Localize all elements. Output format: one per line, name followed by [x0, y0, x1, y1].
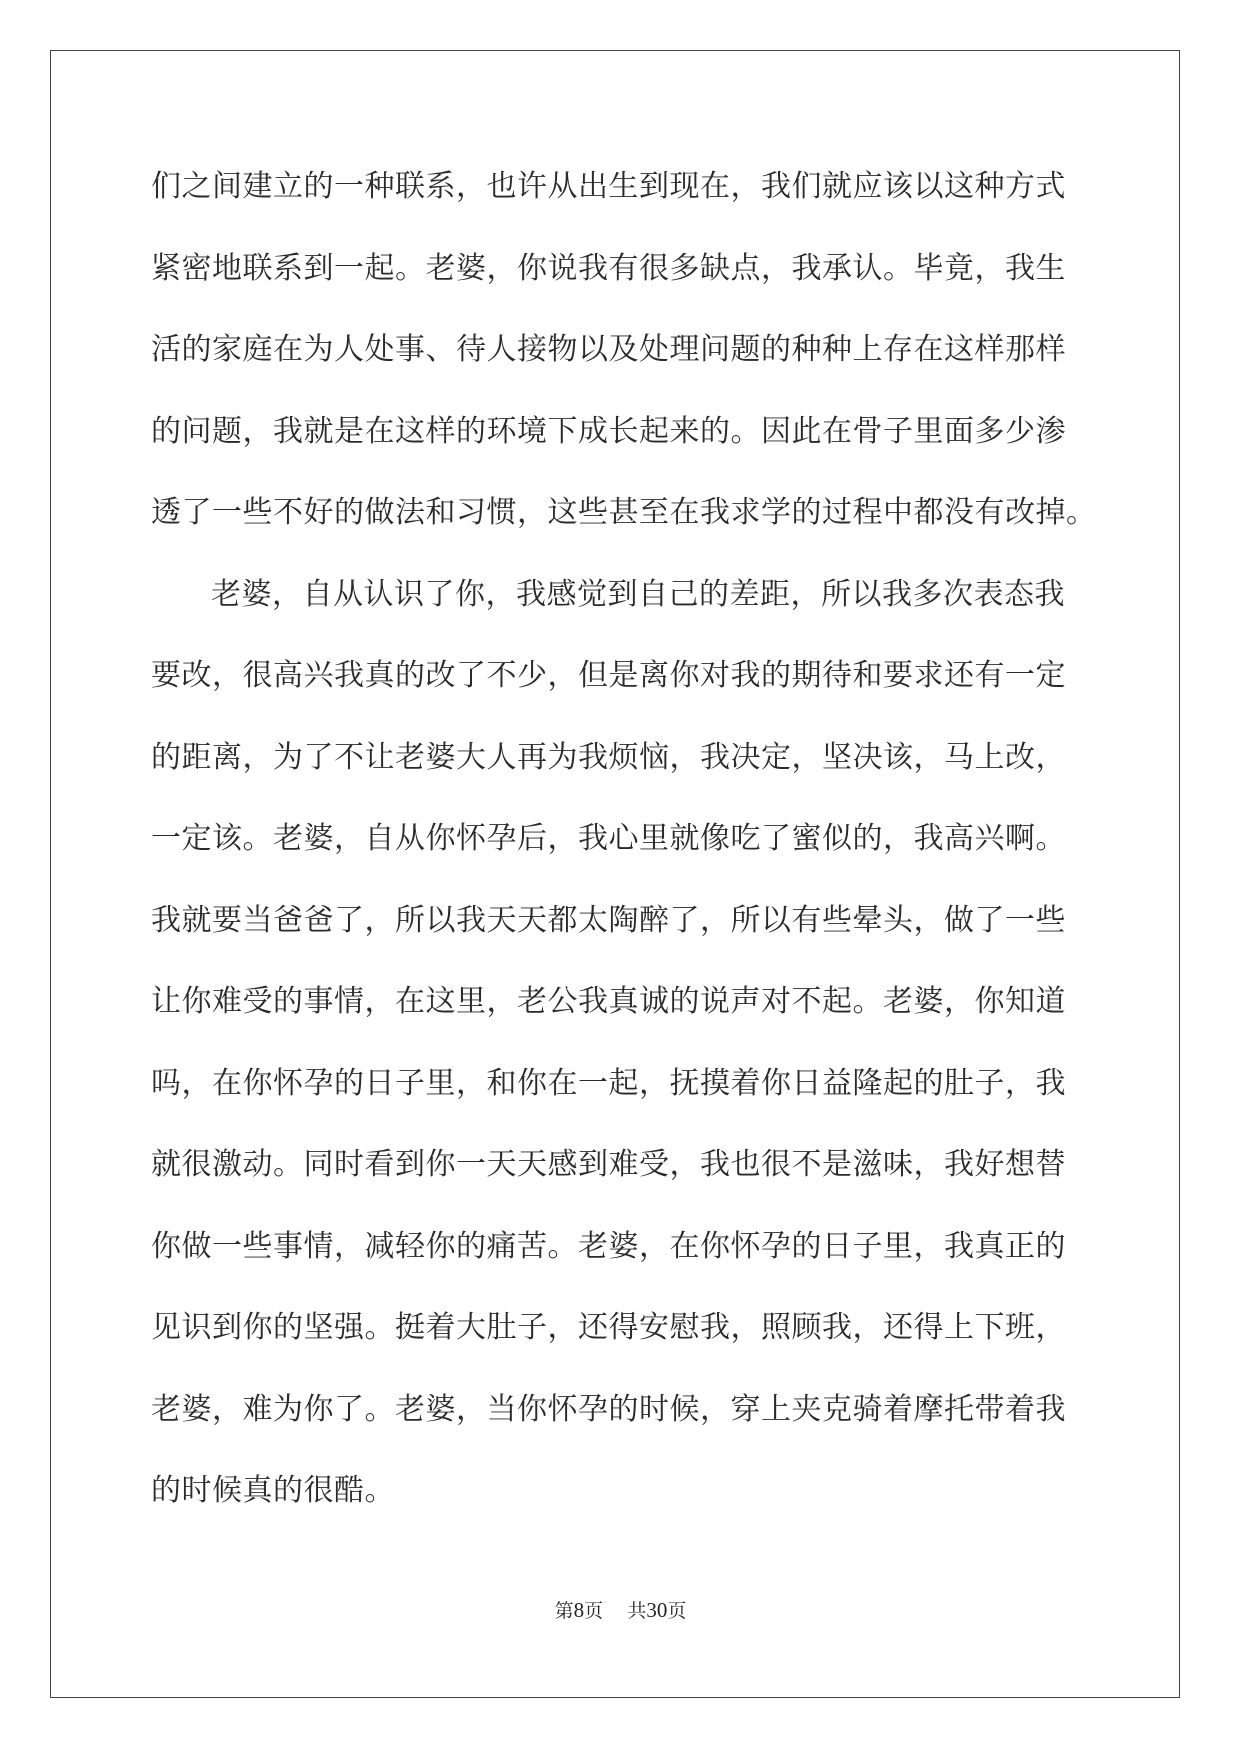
text-line: 透了一些不好的做法和习惯，这些甚至在我求学的过程中都没有改掉。 — [151, 495, 1097, 530]
text-line: 就很激动。同时看到你一天天感到难受，我也很不是滋味，我好想替 — [151, 1147, 1066, 1182]
text-line: 让你难受的事情，在这里，老公我真诚的说声对不起。老婆，你知道 — [151, 984, 1066, 1019]
footer-total-prefix: 共 — [627, 1600, 647, 1622]
footer-page-prefix: 第 — [554, 1600, 574, 1622]
text-line: 紧密地联系到一起。老婆，你说我有很多缺点，我承认。毕竟，我生 — [151, 250, 1066, 286]
text-line: 老婆，自从认识了你，我感觉到自己的差距，所以我多次表态我 — [211, 576, 1065, 612]
text-line: 要改，很高兴我真的改了不少，但是离你对我的期待和要求还有一定 — [151, 658, 1066, 693]
text-line: 老婆，难为你了。老婆，当你怀孕的时候，穿上夹克骑着摩托带着我 — [151, 1391, 1066, 1427]
text-line: 的距离，为了不让老婆大人再为我烦恼，我决定，坚决该，马上改， — [151, 739, 1066, 775]
text-line: 见识到你的坚强。挺着大肚子，还得安慰我，照顾我，还得上下班， — [151, 1310, 1066, 1345]
text-line: 一定该。老婆，自从你怀孕后，我心里就像吃了蜜似的，我高兴啊。 — [151, 821, 1066, 856]
footer-total-suffix: 页 — [667, 1600, 687, 1622]
text-line: 活的家庭在为人处事、待人接物以及处理问题的种种上存在这样那样 — [151, 332, 1066, 367]
footer-page-suffix: 页 — [584, 1600, 604, 1622]
footer-total-pages: 30 — [646, 1598, 668, 1622]
text-line: 的问题，我就是在这样的环境下成长起来的。因此在骨子里面多少渗 — [151, 413, 1066, 449]
text-line: 我就要当爸爸了，所以我天天都太陶醉了，所以有些晕头，做了一些 — [151, 902, 1066, 938]
text-line: 们之间建立的一种联系，也许从出生到现在，我们就应该以这种方式 — [151, 169, 1066, 204]
text-line: 的时候真的很酷。 — [151, 1473, 395, 1508]
text-line: 吗，在你怀孕的日子里，和你在一起，抚摸着你日益隆起的肚子，我 — [151, 1065, 1066, 1101]
text-line: 你做一些事情，减轻你的痛苦。老婆，在你怀孕的日子里，我真正的 — [151, 1228, 1066, 1264]
footer-page-number: 8 — [573, 1598, 585, 1622]
document-body — [151, 166, 1097, 1552]
page-footer — [0, 1596, 1241, 1623]
